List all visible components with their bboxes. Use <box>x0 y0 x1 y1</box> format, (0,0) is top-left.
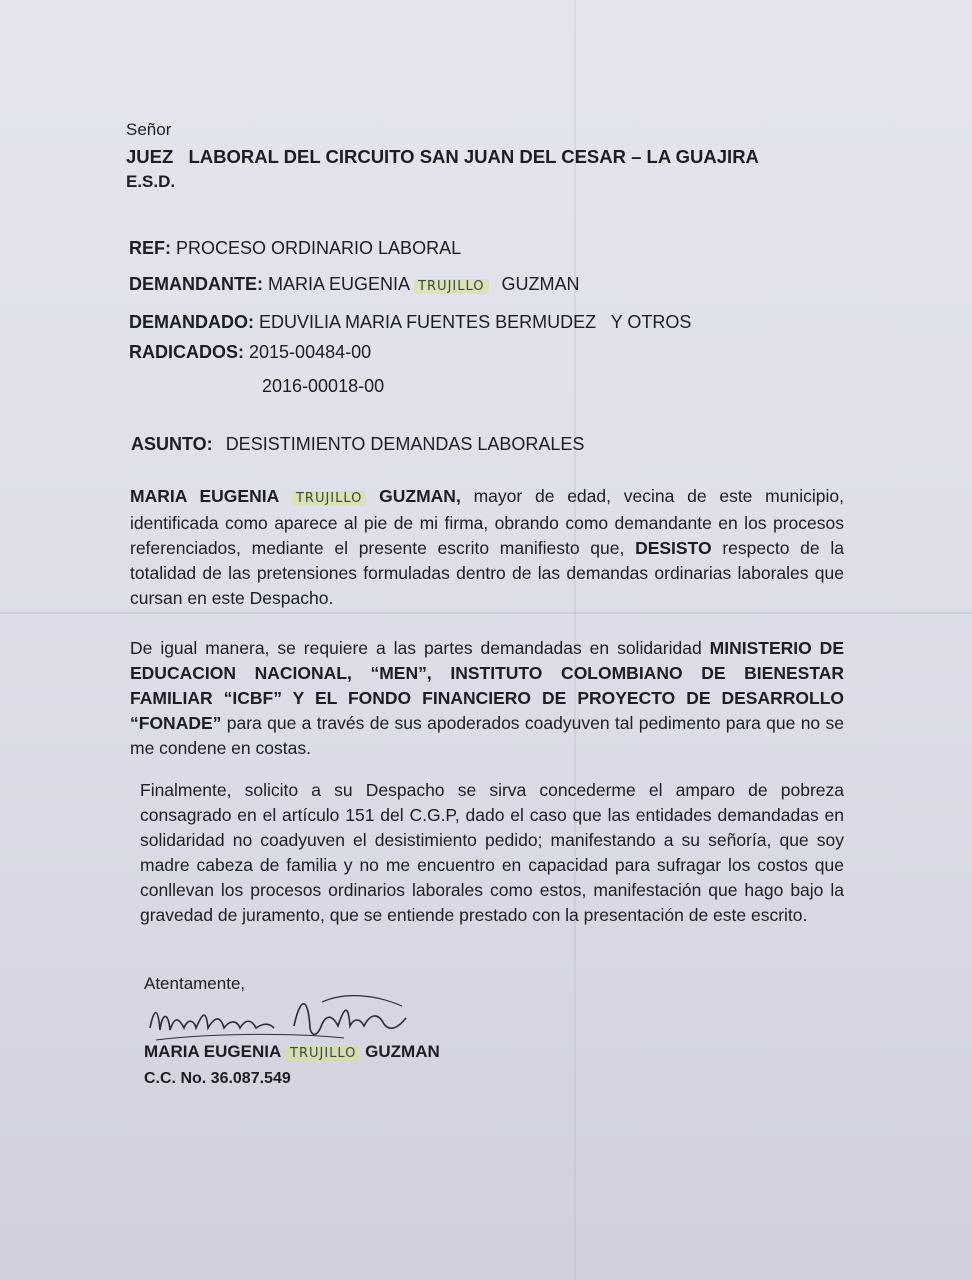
paper-fold-horizontal <box>0 612 972 614</box>
p2-entities: MINISTERIO DE EDUCACION NACIONAL, “MEN”, INSTITUTO COLOMBIANO DE BIENESTAR FAMILIAR “ICBF” Y EL FONDO FINANCIERO DE PROYECTO DE DESARROLLO “FONADE” <box>130 638 844 733</box>
signer-name-first: MARIA EUGENIA <box>144 1042 282 1061</box>
p1-handwritten-surname: TRUJILLO <box>292 491 366 506</box>
demandado-value: EDUVILIA MARIA FUENTES BERMUDEZ Y OTROS <box>259 312 692 332</box>
p1-desisto: DESISTO <box>635 538 712 558</box>
demandante-name-first: MARIA EUGENIA <box>268 274 410 294</box>
paragraph-amparo-pobreza: Finalmente, solicito a su Despacho se sirva concederme el amparo de pobreza consagrado en el artículo 151 del C.G.P, dado el caso que las entidades demandadas en solidaridad no coadyuven el desistimiento pedido; manifestando a su señoría, que soy madre cabeza de familia y no me encuentro en capacidad para sufragar los costos que conllevan los procesos ordinarios laborales como estos, manifestación que hago bajo la gravedad de juramento, que se entiende prestado con la presentación de este escrito. <box>140 780 844 925</box>
demandado-label: DEMANDADO: <box>129 312 254 332</box>
salutation: Señor <box>126 120 172 139</box>
p1-text-b: respecto de la totalidad de las pretensiones formuladas dentro de las demandas ordinarias laborales que cursan en este Despacho. <box>130 538 844 608</box>
asunto-label: ASUNTO: <box>131 434 213 454</box>
atentamente: Atentamente, <box>144 974 246 993</box>
demandado-line <box>129 312 691 333</box>
demandante-line <box>129 274 580 295</box>
radicados-line <box>129 342 371 363</box>
juez-label: JUEZ <box>126 146 174 167</box>
signer-name-line <box>144 1042 440 1062</box>
demandante-name-last: GUZMAN <box>501 274 580 294</box>
paragraph-desistimiento <box>130 484 844 611</box>
p2-text-b: para que a través de sus apoderados coadyuven tal pedimento para que no se me condene en costas. <box>130 713 844 758</box>
addressee-line <box>126 146 759 168</box>
esd: E.S.D. <box>126 172 176 191</box>
radicado-2: 2016-00018-00 <box>262 376 385 396</box>
p1-name-first: MARIA EUGENIA <box>130 486 280 506</box>
signer-handwritten-surname: TRUJILLO <box>286 1046 360 1061</box>
p2-text-a: De igual manera, se requiere a las partes demandadas en solidaridad <box>130 638 710 658</box>
radicados-label: RADICADOS: <box>129 342 244 362</box>
ref-label: REF: <box>129 238 171 258</box>
paragraph-solidaridad <box>130 636 844 761</box>
radicado-1: 2015-00484-00 <box>249 342 372 362</box>
ref-line <box>129 238 461 259</box>
cedula: C.C. No. 36.087.549 <box>144 1070 291 1087</box>
p1-name-last: GUZMAN, <box>379 486 461 506</box>
ref-value: PROCESO ORDINARIO LABORAL <box>176 238 462 258</box>
handwritten-surname: TRUJILLO <box>414 279 488 294</box>
asunto-value: DESISTIMIENTO DEMANDAS LABORALES <box>225 434 585 454</box>
asunto-line <box>131 434 584 455</box>
p1-text-a: mayor de edad, vecina de este municipio, identificada como aparece al pie de mi firma, obrando como demandante en los procesos referenciados, mediante el presente escrito manifiesto que, <box>130 486 844 558</box>
court-name: LABORAL DEL CIRCUITO SAN JUAN DEL CESAR – LA GUAJIRA <box>188 146 759 167</box>
demandante-label: DEMANDANTE: <box>129 274 263 294</box>
signer-name-last: GUZMAN <box>365 1042 440 1061</box>
